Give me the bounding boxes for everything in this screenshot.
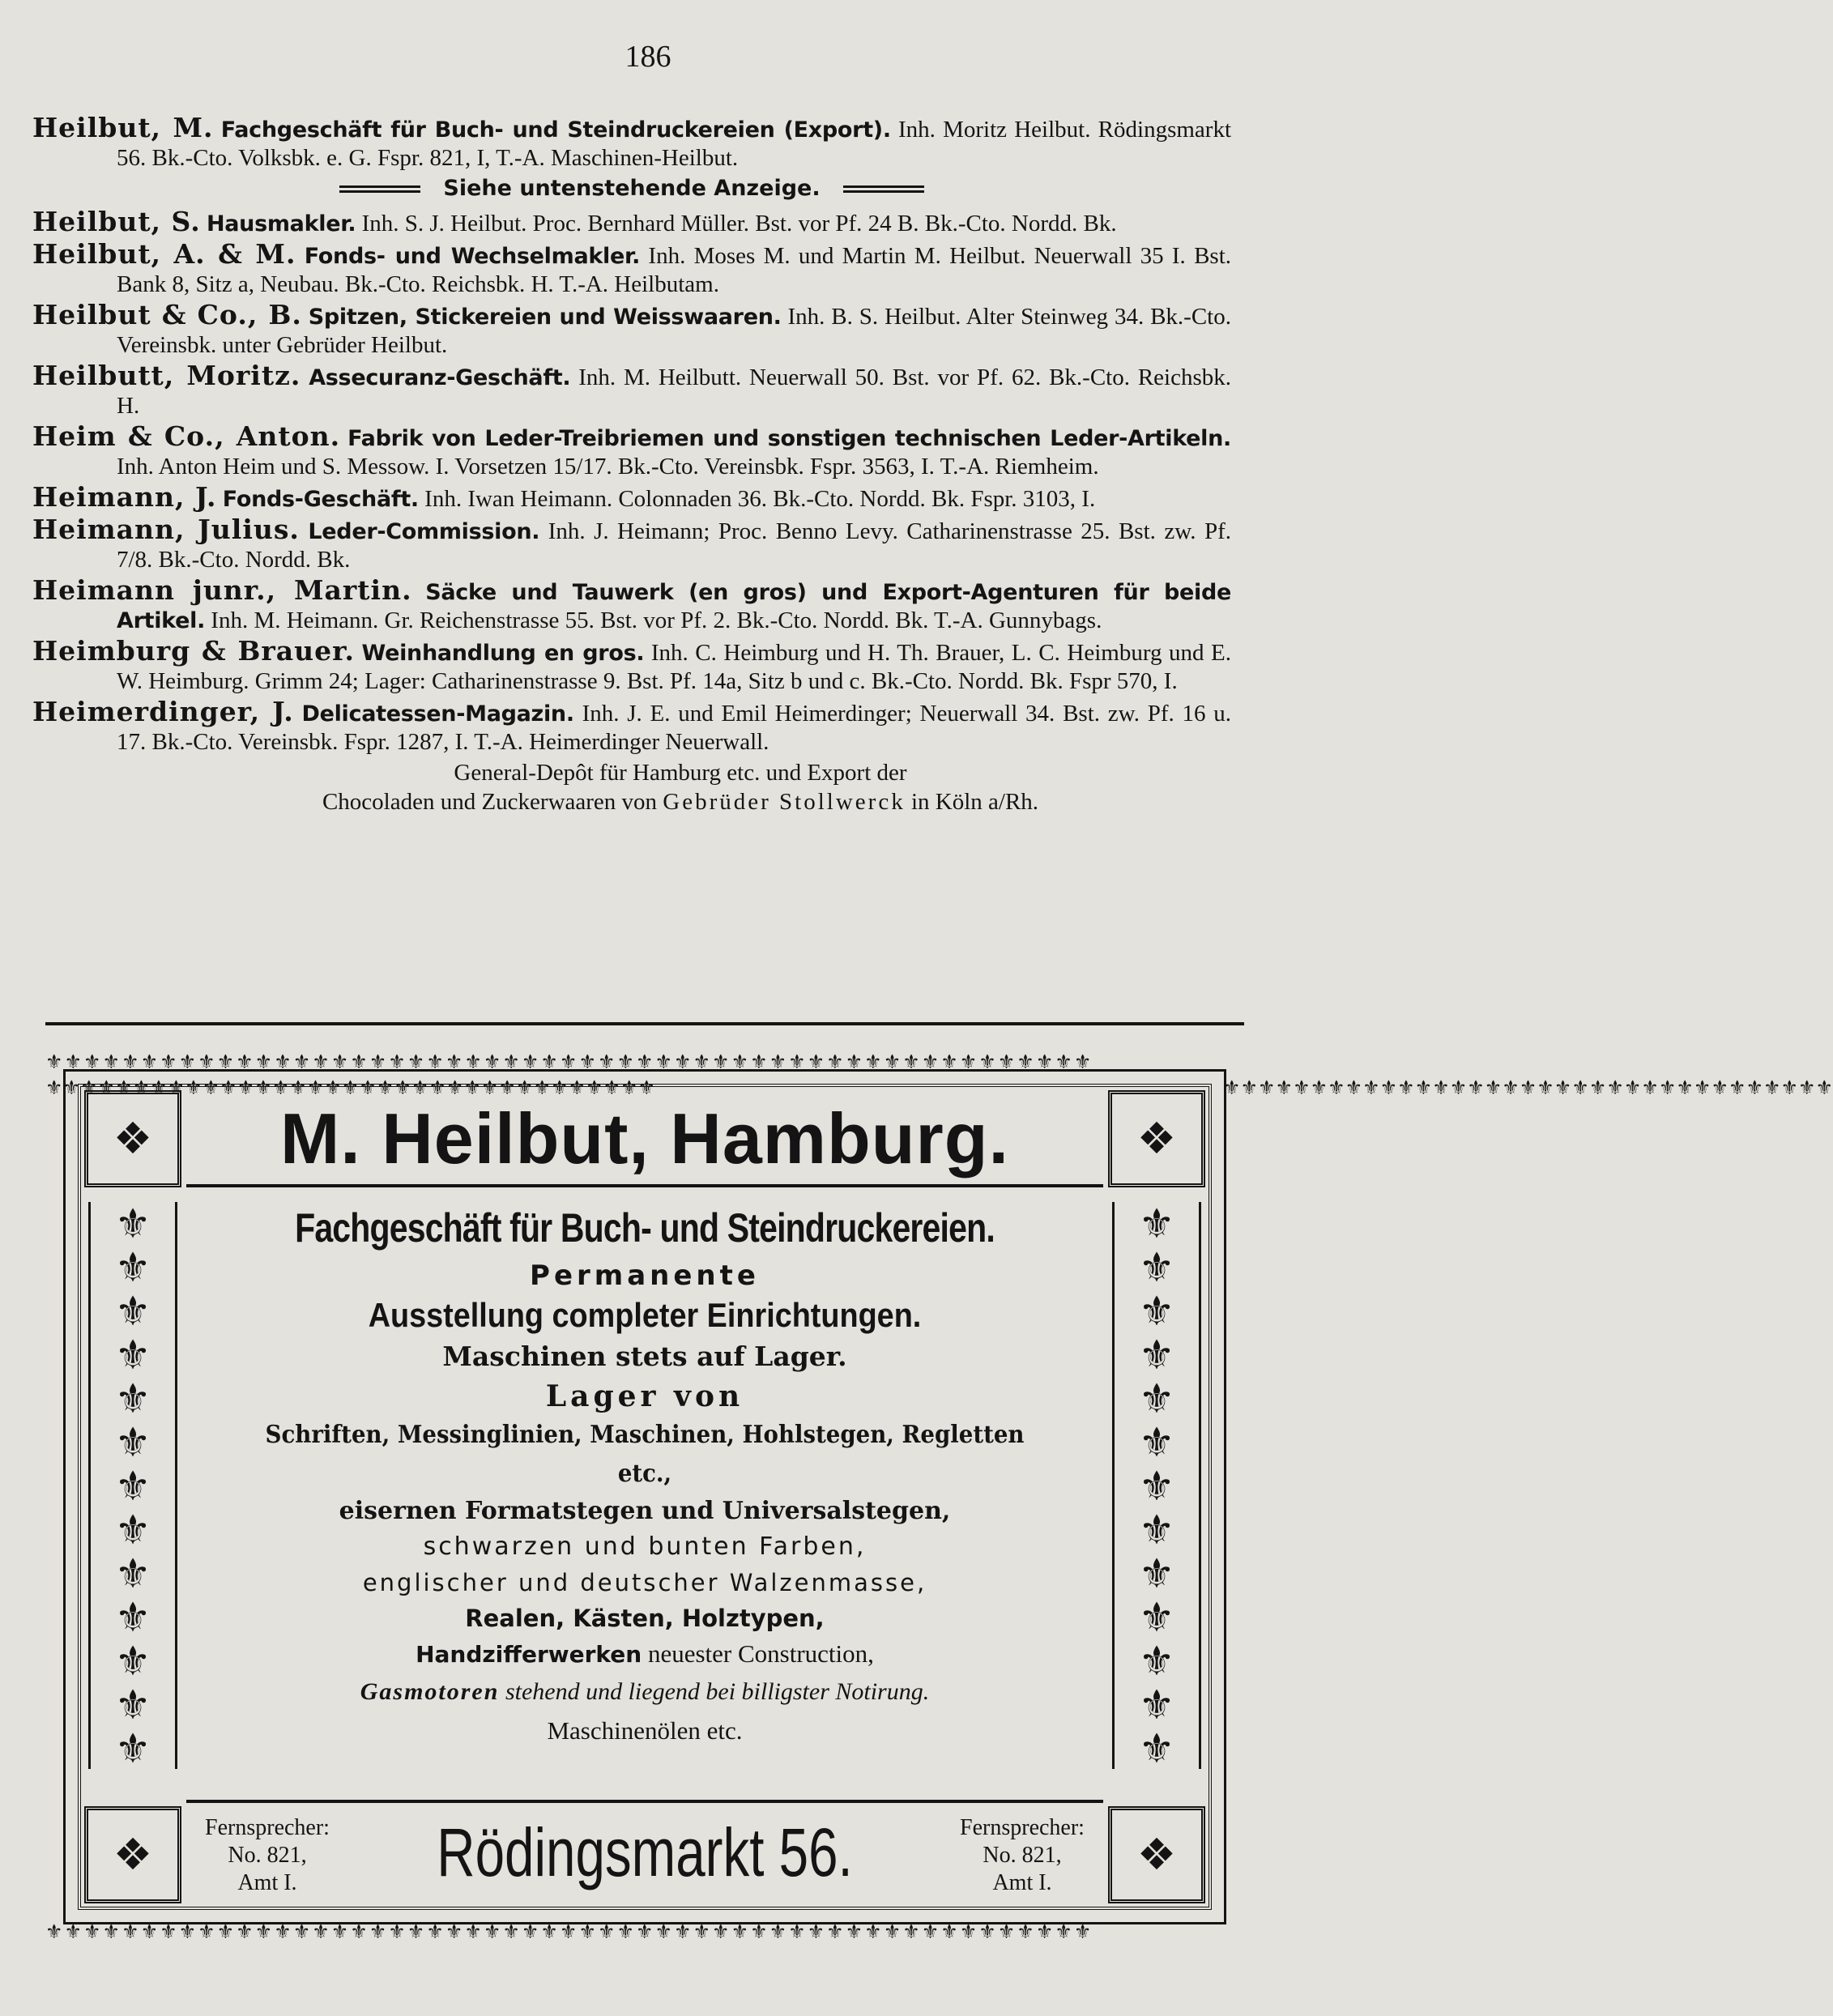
entry-details: Inh. M. Heilbutt. Neuerwall 50. Bst. vor Pf. 62. Bk.-Cto. Reichsbk. H. [117, 364, 1231, 419]
scroll-ornament-icon: ⚜ ⚜ ⚜ ⚜ ⚜ ⚜ ⚜ ⚜ ⚜ ⚜ ⚜ ⚜ ⚜ [1112, 1202, 1201, 1769]
entry-details: Inh. S. J. Heilbut. Proc. Bernhard Müller. Bst. vor Pf. 24 B. Bk.-Cto. Nordd. Bk. [361, 211, 1117, 237]
directory-entry [32, 300, 1231, 360]
ad-line-stock: Lager von [545, 1379, 744, 1413]
entry-details: Inh. J. E. und Emil Heimerdinger; Neuerwall 34. Bst. zw. Pf. 16 u. 17. Bk.-Cto. Vereinsbk. Fspr. 1287, I. T.-A. Heimerdinger Neuerwall. [117, 701, 1232, 755]
entry-trade: Fabrik von Leder-Treibriemen und sonstigen technischen Leder-Artikeln. [347, 426, 1231, 451]
ad-line-colors: schwarzen und bunten Farben, [423, 1532, 867, 1561]
entry-name: Heimburg & Brauer. [32, 635, 355, 667]
entry-trade: Leder-Commission. [308, 519, 540, 544]
entry-details: Inh. Anton Heim und S. Messow. I. Vorsetzen 15/17. Bk.-Cto. Vereinsbk. Fspr. 3563, I. T.-A. Riemheim. [117, 454, 1099, 479]
phone-number: No. 821, [983, 1843, 1062, 1868]
ornament-square-icon: ❖ [1136, 1829, 1177, 1880]
entry-details: Inh. Moritz Heilbut. Rödingsmarkt 56. Bk.-Cto. Volksbk. e. G. Fspr. 821, I, T.-A. Maschinen-Heilbut. [117, 117, 1232, 171]
depot-note [32, 758, 1231, 816]
directory-entries [32, 113, 1231, 816]
fleur-ornament-icon: ⚜⚜⚜⚜⚜⚜⚜⚜⚜⚜⚜⚜⚜⚜⚜⚜⚜⚜⚜⚜⚜⚜⚜⚜⚜⚜⚜⚜⚜⚜⚜⚜⚜⚜⚜⚜⚜⚜⚜⚜⚜⚜⚜⚜⚜⚜⚜⚜⚜⚜⚜⚜⚜⚜⚜ [45, 1920, 1093, 1943]
entry-details: Inh. Moses M. und Martin M. Heilbut. Neuerwall 35 I. Bst. Bank 8, Sitz a, Neubau. Bk.-Cto. Reichsbk. H. T.-A. Heilbutam. [117, 243, 1232, 297]
entry-name: Heilbut, S. [32, 206, 201, 237]
ad-line-engines-bold: Gasmotoren [360, 1678, 500, 1705]
entry-details: Inh. B. S. Heilbut. Alter Steinweg 34. Bk.-Cto. Vereinsbk. unter Gebrüder Heilbut. [117, 304, 1231, 358]
phone-info-right [941, 1814, 1103, 1897]
depot-line-1: General-Depôt für Hamburg etc. und Export der [454, 760, 907, 786]
ornament-square-icon: ❖ [113, 1113, 153, 1164]
depot-line-2 [130, 787, 1231, 816]
ad-line-exhibition: Ausstellung completer Einrichtungen. [368, 1296, 922, 1334]
depot-line-2-before: Chocoladen und Zuckerwaaren von [322, 789, 658, 815]
directory-entry [32, 113, 1231, 173]
notice-text: Siehe untenstehende Anzeige. [443, 176, 821, 201]
entry-name: Heimerdinger, J. [32, 696, 294, 727]
entry-name: Heilbut, M. [32, 112, 214, 143]
entry-trade: Fonds-Geschäft. [222, 487, 419, 512]
ad-line-format: eisernen Formatstegen und Universalstegen, [339, 1497, 951, 1525]
ad-address: Rödingsmarkt 56. [437, 1814, 853, 1890]
directory-entry [32, 422, 1231, 481]
phone-office: Amt I. [992, 1870, 1052, 1895]
phone-label: Fernsprecher: [205, 1815, 330, 1840]
directory-entry [32, 576, 1231, 635]
entry-name: Heilbut, A. & M. [32, 238, 296, 270]
directory-entry [32, 483, 1231, 514]
corner-box-bottom-left [84, 1806, 181, 1903]
entry-trade: Fonds- und Wechselmakler. [304, 244, 641, 269]
ad-footer [186, 1800, 1103, 1903]
entry-details: Inh. Iwan Heimann. Colonnaden 36. Bk.-Cto. Nordd. Bk. Fspr. 3103, I. [424, 486, 1096, 512]
entry-trade: Hausmakler. [206, 211, 356, 237]
advertisement [45, 1051, 1833, 1943]
entry-trade: Weinhandlung en gros. [361, 641, 645, 666]
corner-box-bottom-right [1108, 1806, 1205, 1903]
ad-line-permanente: Permanente [530, 1259, 760, 1292]
ad-line-numbering-bold: Handzifferwerken [416, 1641, 642, 1668]
ad-body [199, 1199, 1090, 1766]
ad-headline: M. Heilbut, Hamburg. [186, 1090, 1103, 1187]
entry-trade: Delicatessen-Magazin. [301, 701, 574, 727]
entry-trade: Spitzen, Stickereien und Weisswaaren. [308, 305, 782, 330]
scroll-ornament-icon: ⚜ ⚜ ⚜ ⚜ ⚜ ⚜ ⚜ ⚜ ⚜ ⚜ ⚜ ⚜ ⚜ [88, 1202, 177, 1769]
ad-line-machines: Maschinen stets auf Lager. [442, 1340, 847, 1372]
depot-line-2-after: in Köln a/Rh. [910, 789, 1039, 815]
directory-entry [32, 515, 1231, 574]
ad-line-fonts: Schriften, Messinglinien, Maschinen, Hohlstegen, Regletten etc., [265, 1421, 1025, 1488]
entry-trade: Assecuranz-Geschäft. [309, 365, 571, 390]
phone-number: No. 821, [228, 1843, 307, 1868]
directory-entry [32, 207, 1231, 238]
entry-name: Heilbut & Co., B. [32, 299, 302, 330]
phone-info-left [186, 1814, 348, 1897]
ornament-square-icon: ❖ [1136, 1113, 1177, 1164]
ad-line-engines [199, 1673, 1090, 1711]
ad-line-business: Fachgeschäft für Buch- und Steindruckereien. [295, 1205, 995, 1251]
ad-line-numbering [199, 1636, 1090, 1673]
entry-details: Inh. C. Heimburg und H. Th. Brauer, L. C. Heimburg und E. W. Heimburg. Grimm 24; Lager: Catharinenstrasse 9. Bst. Pf. 14a, Sitz b und c. Bk.-Cto. Nordd. Bk. Fspr 570, I. [117, 640, 1232, 694]
phone-label: Fernsprecher: [960, 1815, 1085, 1840]
notice-rule-left [339, 185, 420, 193]
fleur-ornament-icon: ⚜⚜⚜⚜⚜⚜⚜⚜⚜⚜⚜⚜⚜⚜⚜⚜⚜⚜⚜⚜⚜⚜⚜⚜⚜⚜⚜⚜⚜⚜⚜⚜⚜⚜⚜ [45, 1076, 656, 1099]
notice-rule-right [843, 185, 924, 193]
see-advertisement-notice [32, 174, 1231, 202]
entry-name: Heim & Co., Anton. [32, 420, 341, 452]
phone-office: Amt I. [237, 1870, 297, 1895]
ad-line-rollers: englischer und deutscher Walzenmasse, [362, 1569, 927, 1596]
entry-details: Inh. J. Heimann; Proc. Benno Levy. Catharinenstrasse 25. Bst. zw. Pf. 7/8. Bk.-Cto. Nordd. Bk. [117, 518, 1232, 573]
corner-box-top-right [1108, 1090, 1205, 1187]
directory-entry [32, 697, 1231, 757]
entry-name: Heimann, J. [32, 481, 217, 513]
entry-name: Heimann junr., Martin. [32, 574, 412, 606]
corner-box-top-left [84, 1090, 181, 1187]
ad-line-oils: Maschinenölen etc. [547, 1716, 743, 1745]
directory-entry [32, 361, 1231, 420]
ornament-square-icon: ❖ [113, 1829, 153, 1880]
fleur-ornament-icon: ⚜⚜⚜⚜⚜⚜⚜⚜⚜⚜⚜⚜⚜⚜⚜⚜⚜⚜⚜⚜⚜⚜⚜⚜⚜⚜⚜⚜⚜⚜⚜⚜⚜⚜⚜⚜⚜⚜⚜⚜⚜⚜⚜⚜⚜⚜⚜⚜⚜⚜⚜⚜⚜⚜⚜ [45, 1051, 1093, 1073]
entry-trade: Fachgeschäft für Buch- und Steindruckereien (Export). [220, 117, 891, 143]
section-divider [45, 1022, 1244, 1025]
entry-name: Heilbutt, Moritz. [32, 360, 301, 391]
entry-details: Inh. M. Heimann. Gr. Reichenstrasse 55. Bst. vor Pf. 2. Bk.-Cto. Nordd. Bk. T.-A. Gunnybags. [211, 607, 1102, 633]
ad-line-cases: Realen, Kästen, Holztypen, [465, 1605, 825, 1632]
directory-entry [32, 637, 1231, 696]
page-number: 186 [624, 40, 671, 74]
directory-entry [32, 240, 1231, 299]
entry-trade: Säcke und Tauwerk (en gros) und Export-Agenturen für beide Artikel. [117, 580, 1231, 633]
ad-line-engines-rest: stehend und liegend bei billigster Notirung. [505, 1678, 930, 1705]
entry-name: Heimann, Julius. [32, 514, 300, 545]
ad-line-numbering-rest: neuester Construction, [647, 1639, 874, 1668]
depot-line-2-spaced: Gebrüder Stollwerck [663, 789, 906, 815]
fleur-ornament-icon: ⚜⚜⚜⚜⚜⚜⚜⚜⚜⚜⚜⚜⚜⚜⚜⚜⚜⚜⚜⚜⚜⚜⚜⚜⚜⚜⚜⚜⚜⚜⚜⚜⚜⚜⚜ [1223, 1076, 1833, 1099]
